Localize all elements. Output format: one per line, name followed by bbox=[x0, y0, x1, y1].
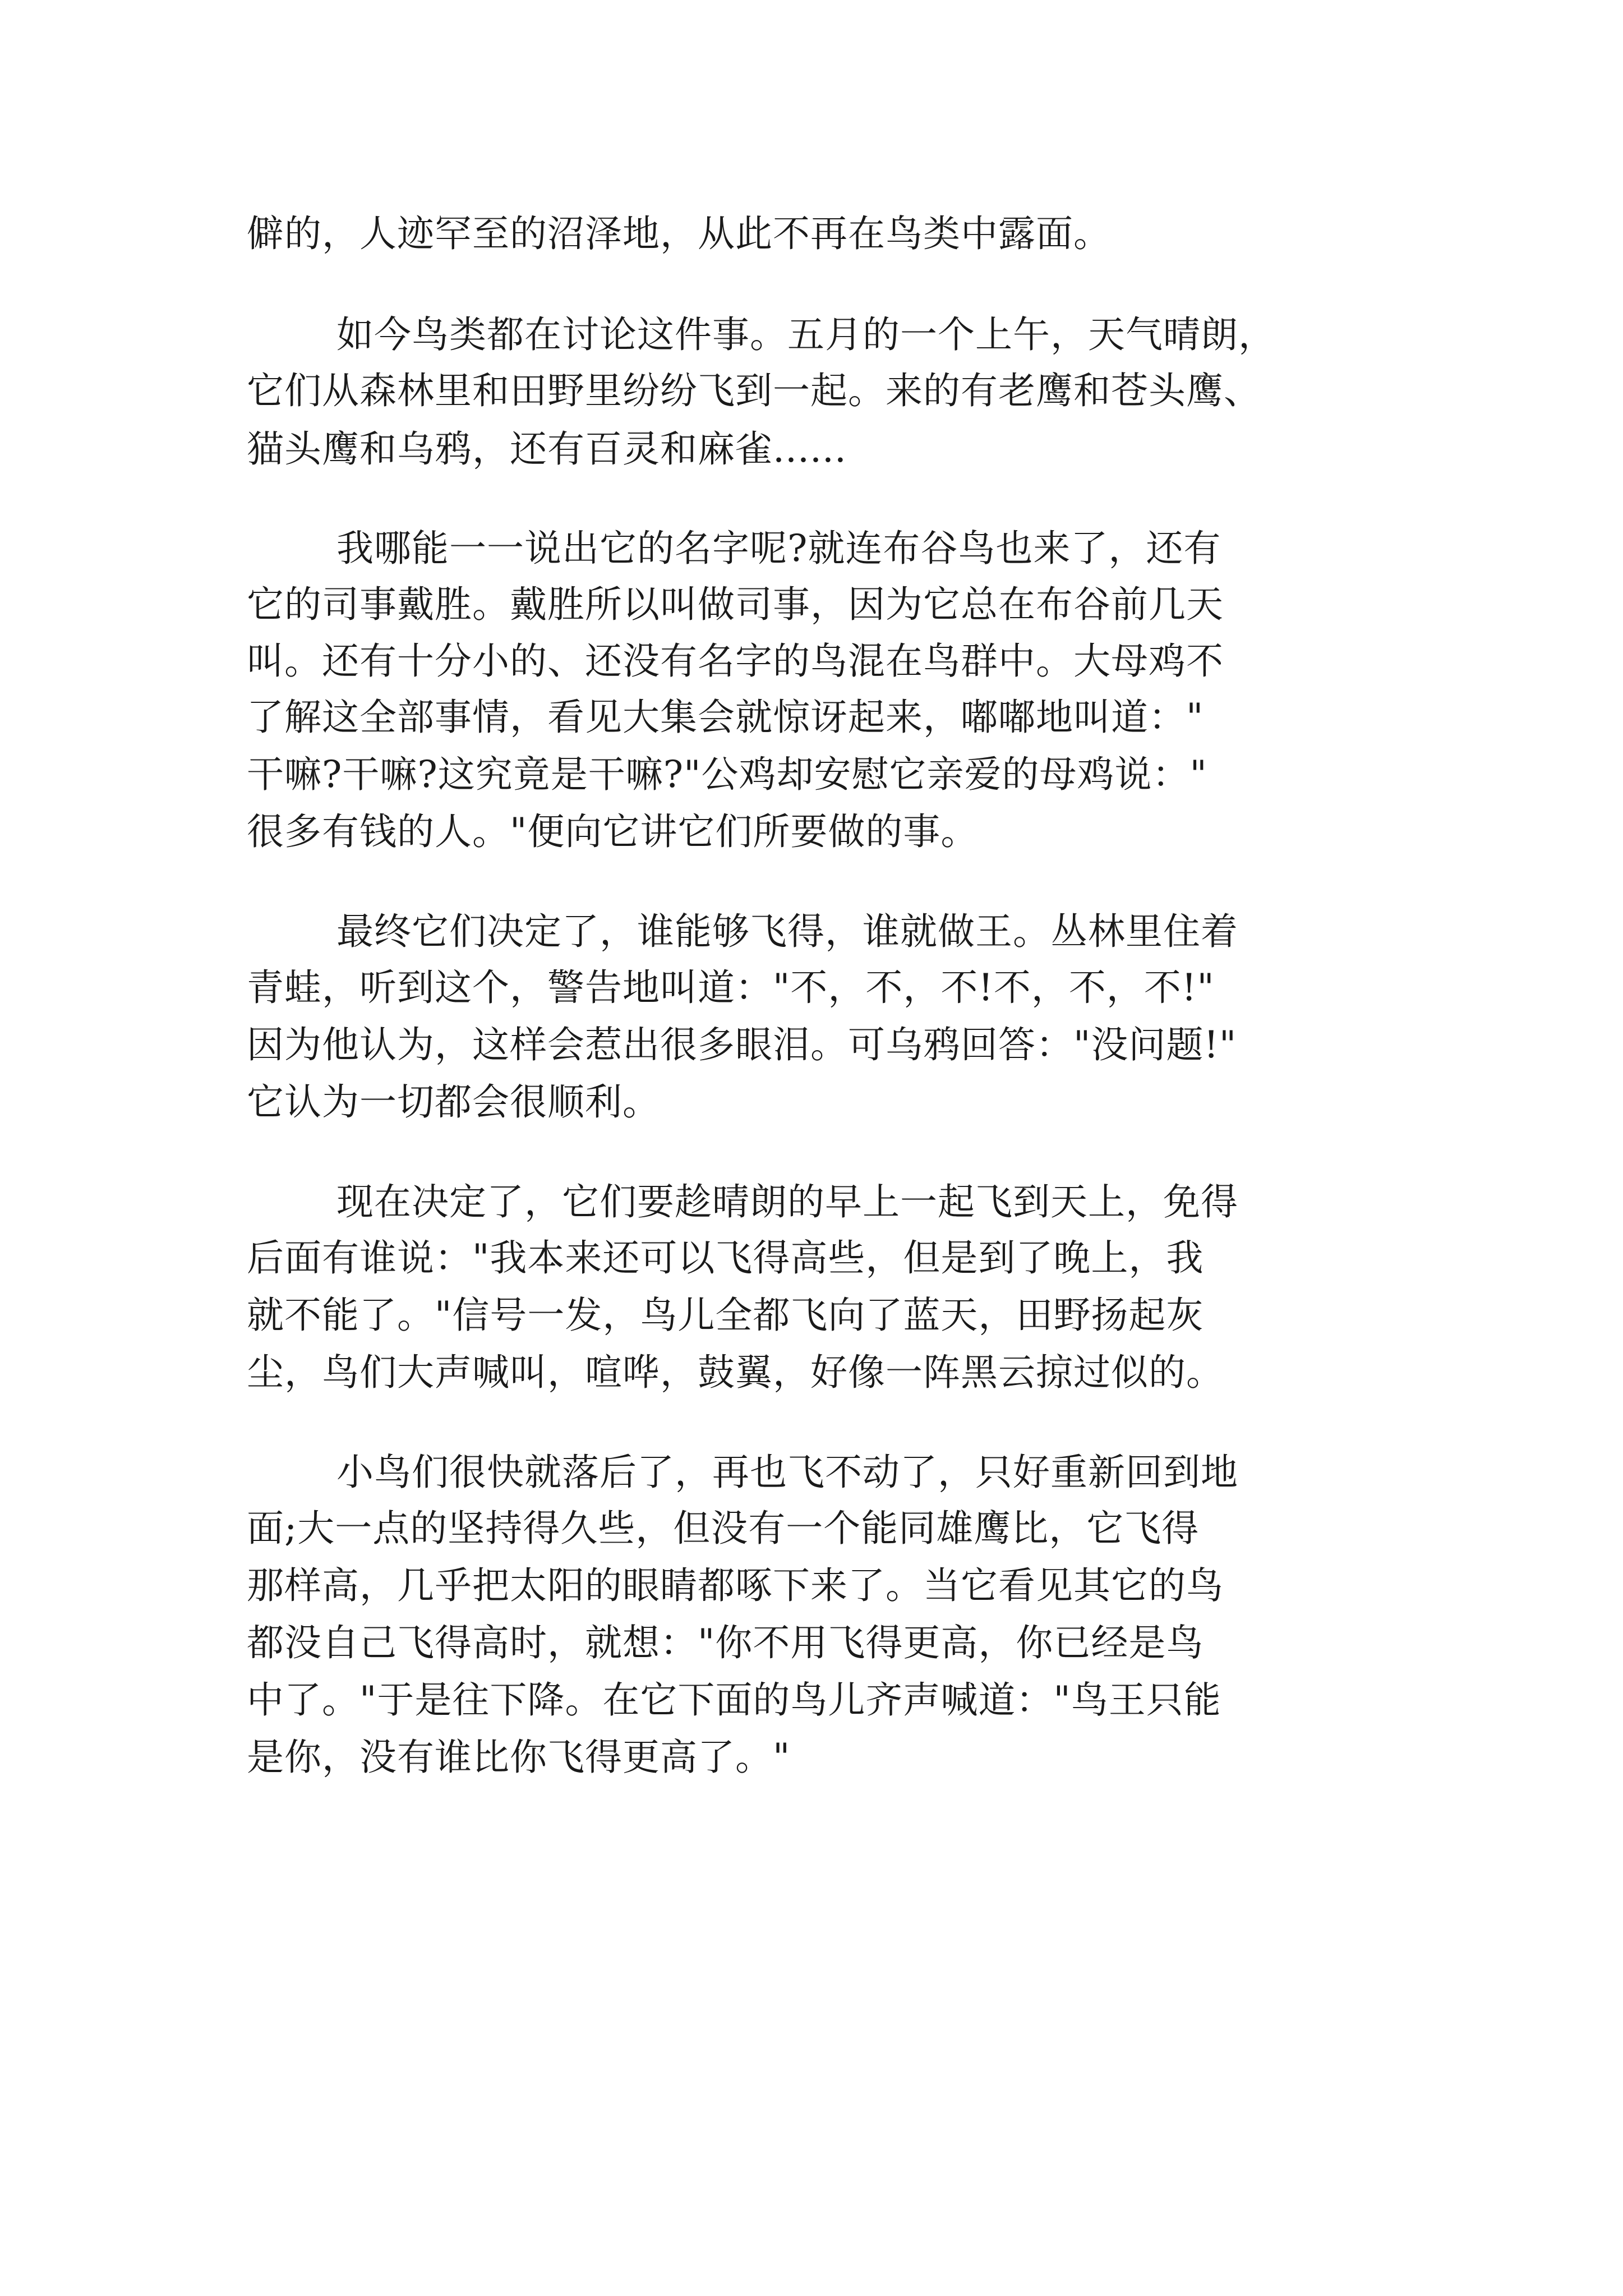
paragraph-start-line: 最终它们决定了，谁能够飞得，谁就做王。丛林里住着 bbox=[336, 910, 1238, 953]
paragraph-start-line: 现在决定了，它们要趁晴朗的早上一起飞到天上，免得 bbox=[336, 1180, 1238, 1223]
text-line: 青蛙，听到这个，警告地叫道："不，不，不!不，不，不!" bbox=[247, 966, 1215, 1009]
text-line: 因为他认为，这样会惹出很多眼泪。可乌鸦回答："没问题!" bbox=[247, 1023, 1237, 1066]
text-line: 叫。还有十分小的、还没有名字的鸟混在鸟群中。大母鸡不 bbox=[247, 639, 1224, 683]
text-line: 是你，没有谁比你飞得更高了。" bbox=[247, 1736, 791, 1779]
text-line: 它们从森林里和田野里纷纷飞到一起。来的有老鹰和苍头鹰、 bbox=[247, 369, 1261, 412]
paragraph-start-line: 如今鸟类都在讨论这件事。五月的一个上午，天气晴朗， bbox=[336, 313, 1276, 356]
text-line: 它认为一切都会很顺利。 bbox=[247, 1080, 660, 1124]
text-line: 都没自己飞得高时，就想："你不用飞得更高，你已经是鸟 bbox=[247, 1621, 1204, 1664]
text-line: 了解这全部事情，看见大集会就惊讶起来，嘟嘟地叫道：" bbox=[247, 696, 1204, 739]
text-line: 就不能了。"信号一发，鸟儿全都飞向了蓝天，田野扬起灰 bbox=[247, 1294, 1204, 1337]
text-line: 很多有钱的人。"便向它讲它们所要做的事。 bbox=[247, 810, 979, 853]
text-line: 后面有谁说："我本来还可以飞得高些，但是到了晚上，我 bbox=[247, 1236, 1204, 1280]
text-line: 尘，鸟们大声喊叫，喧哗，鼓翼，好像一阵黑云掠过似的。 bbox=[247, 1351, 1224, 1394]
text-line: 那样高，几乎把太阳的眼睛都啄下来了。当它看见其它的鸟 bbox=[247, 1564, 1224, 1607]
paragraph-start-line: 小鸟们很快就落后了，再也飞不动了，只好重新回到地 bbox=[336, 1451, 1238, 1494]
text-line: 猫头鹰和乌鸦，还有百灵和麻雀...... bbox=[247, 427, 847, 471]
text-line: 面;大一点的坚持得久些，但没有一个能同雄鹰比，它飞得 bbox=[247, 1507, 1200, 1550]
text-line: 它的司事戴胜。戴胜所以叫做司事，因为它总在布谷前几天 bbox=[247, 583, 1224, 626]
text-line: 中了。"于是往下降。在它下面的鸟儿齐声喊道："鸟王只能 bbox=[247, 1678, 1221, 1722]
text-line: 干嘛?干嘛?这究竟是干嘛?"公鸡却安慰它亲爱的母鸡说：" bbox=[247, 753, 1207, 796]
text-line: 僻的，人迹罕至的沼泽地，从此不再在鸟类中露面。 bbox=[247, 212, 1111, 255]
paragraph-start-line: 我哪能一一说出它的名字呢?就连布谷鸟也来了，还有 bbox=[336, 527, 1221, 570]
